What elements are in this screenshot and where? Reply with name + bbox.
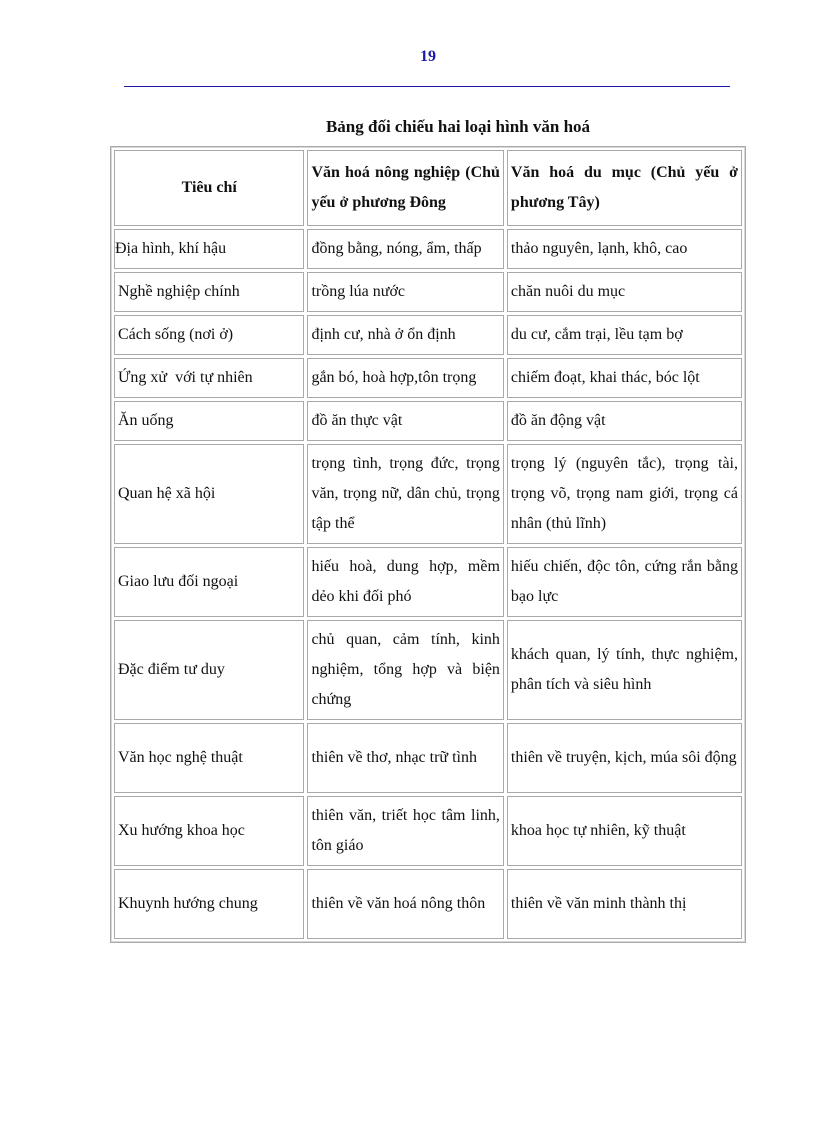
nomadic-cell: chiếm đoạt, khai thác, bóc lột [507, 358, 742, 398]
agricultural-cell: thiên văn, triết học tâm linh, tôn giáo [307, 796, 503, 866]
agricultural-cell: trọng tình, trọng đức, trọng văn, trọng nữ, dân chủ, trọng tập thể [307, 444, 503, 544]
table-row [114, 620, 742, 720]
agricultural-cell: thiên về thơ, nhạc trữ tình [307, 723, 503, 793]
header-agricultural: Văn hoá nông nghiệp (Chủ yếu ở phương Đông [307, 150, 503, 226]
header-nomadic: Văn hoá du mục (Chủ yếu ở phương Tây) [507, 150, 742, 226]
criteria-cell: Đặc điểm tư duy [114, 620, 304, 720]
nomadic-cell: hiếu chiến, độc tôn, cứng rắn bằng bạo lực [507, 547, 742, 617]
agricultural-cell: đồ ăn thực vật [307, 401, 503, 441]
agricultural-cell: trồng lúa nước [307, 272, 503, 312]
criteria-cell: Khuynh hướng chung [114, 869, 304, 939]
nomadic-cell: du cư, cắm trại, lều tạm bợ [507, 315, 742, 355]
agricultural-cell: thiên về văn hoá nông thôn [307, 869, 503, 939]
agricultural-cell: gắn bó, hoà hợp,tôn trọng [307, 358, 503, 398]
table-row [114, 272, 742, 312]
page-number: 19 [420, 48, 436, 65]
header-criteria: Tiêu chí [114, 150, 304, 226]
table-row [114, 723, 742, 793]
agricultural-cell: chủ quan, cảm tính, kinh nghiệm, tổng hợp và biện chứng [307, 620, 503, 720]
header-rule [124, 86, 730, 87]
nomadic-cell: trọng lý (nguyên tắc), trọng tài, trọng võ, trọng nam giới, trọng cá nhân (thủ lĩnh) [507, 444, 742, 544]
criteria-cell: Xu hướng khoa học [114, 796, 304, 866]
comparison-table [110, 146, 746, 943]
criteria-cell: Nghề nghiệp chính [114, 272, 304, 312]
criteria-cell: Địa hình, khí hậu [114, 229, 304, 269]
criteria-cell: Văn học nghệ thuật [114, 723, 304, 793]
table-header-row [114, 150, 742, 226]
agricultural-cell: định cư, nhà ở ổn định [307, 315, 503, 355]
table-row [114, 796, 742, 866]
criteria-cell: Cách sống (nơi ở) [114, 315, 304, 355]
nomadic-cell: khoa học tự nhiên, kỹ thuật [507, 796, 742, 866]
nomadic-cell: chăn nuôi du mục [507, 272, 742, 312]
table-row [114, 547, 742, 617]
agricultural-cell: đồng bằng, nóng, ẩm, thấp [307, 229, 503, 269]
criteria-cell: Ứng xử với tự nhiên [114, 358, 304, 398]
nomadic-cell: thiên về truyện, kịch, múa sôi động [507, 723, 742, 793]
table-row [114, 358, 742, 398]
table-row [114, 315, 742, 355]
table-row [114, 401, 742, 441]
nomadic-cell: đồ ăn động vật [507, 401, 742, 441]
agricultural-cell: hiếu hoà, dung hợp, mềm dẻo khi đối phó [307, 547, 503, 617]
criteria-cell: Quan hệ xã hội [114, 444, 304, 544]
nomadic-cell: khách quan, lý tính, thực nghiệm, phân tích và siêu hình [507, 620, 742, 720]
nomadic-cell: thảo nguyên, lạnh, khô, cao [507, 229, 742, 269]
criteria-cell: Ăn uống [114, 401, 304, 441]
table-title: Bảng đối chiếu hai loại hình văn hoá [325, 117, 591, 136]
nomadic-cell: thiên về văn minh thành thị [507, 869, 742, 939]
table-row [114, 869, 742, 939]
table-row [114, 229, 742, 269]
criteria-cell: Giao lưu đối ngoại [114, 547, 304, 617]
table-row [114, 444, 742, 544]
